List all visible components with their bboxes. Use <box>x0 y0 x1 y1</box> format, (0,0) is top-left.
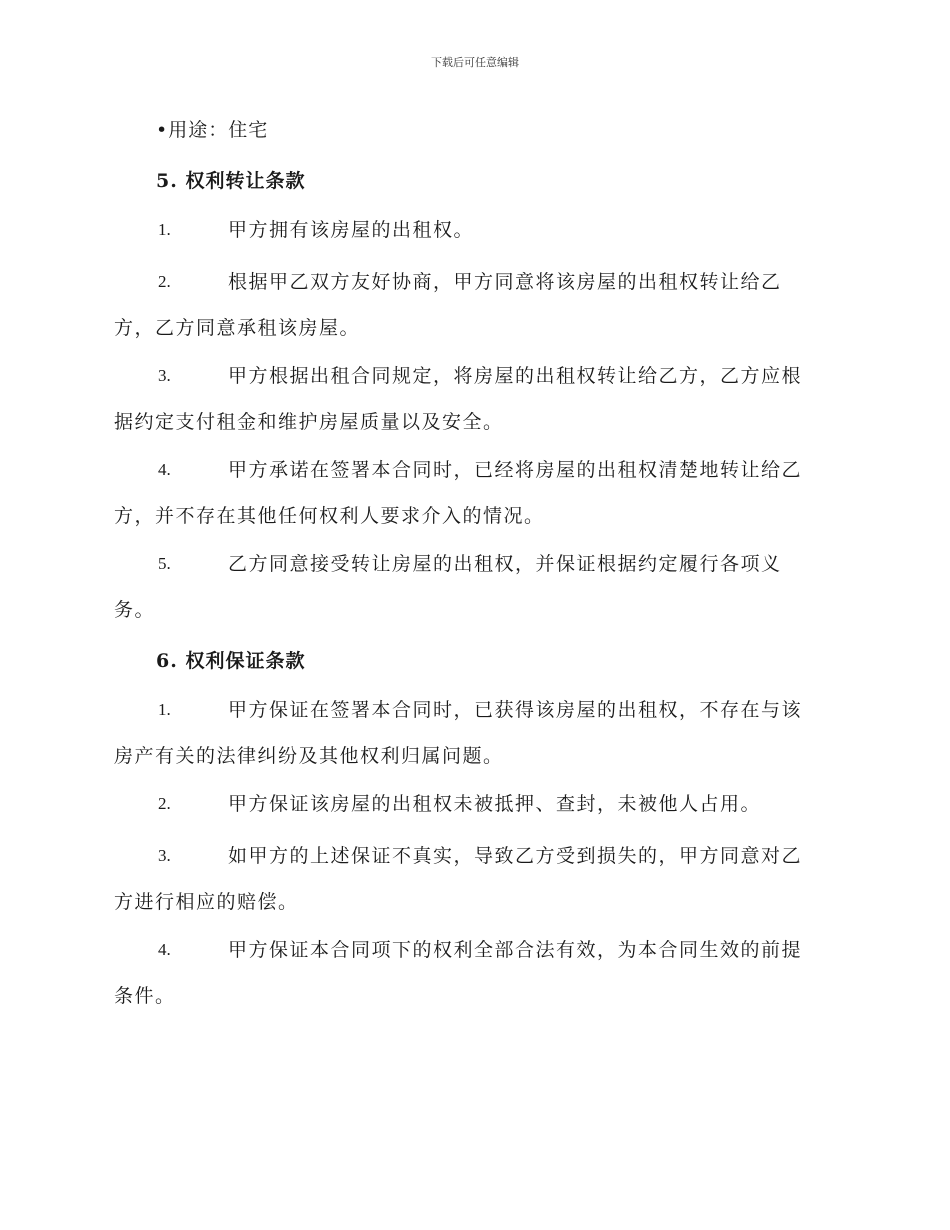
item-line: 方，并不存在其他任何权利人要求介入的情况。 <box>114 505 545 527</box>
item-line: 乙方同意接受转让房屋的出租权，并保证根据约定履行各项义 <box>228 553 782 575</box>
section-5-item-2 <box>114 259 834 351</box>
item-line: 甲方保证在签署本合同时，已获得该房屋的出租权，不存在与该 <box>228 699 803 721</box>
item-line: 甲方保证该房屋的出租权未被抵押、查封，未被他人占用。 <box>228 793 762 815</box>
section-5-title: 5. 权利转让条款 <box>156 170 306 192</box>
section-6-item-3 <box>114 833 834 925</box>
item-number: 3. <box>158 366 171 385</box>
item-line: 甲方根据出租合同规定，将房屋的出租权转让给乙方，乙方应根 <box>228 365 803 387</box>
section-6-item-4 <box>114 927 834 1019</box>
page-header: 下载后可任意编辑 <box>431 56 519 69</box>
item-line: 根据甲乙双方友好协商，甲方同意将该房屋的出租权转让给乙 <box>228 271 782 293</box>
section-5-item-1 <box>114 207 834 253</box>
item-line: 务。 <box>114 599 156 621</box>
item-line: 如甲方的上述保证不真实，导致乙方受到损失的，甲方同意对乙 <box>228 845 803 867</box>
item-number: 1. <box>158 220 171 239</box>
section-5-item-5 <box>114 541 834 633</box>
item-line: 甲方拥有该房屋的出租权。 <box>228 219 475 241</box>
item-number: 2. <box>158 794 171 813</box>
section-6-item-1 <box>114 687 834 779</box>
item-line: 甲方保证本合同项下的权利全部合法有效，为本合同生效的前提 <box>228 939 803 961</box>
section-5-item-4 <box>114 447 834 539</box>
section-6-item-2 <box>114 781 834 827</box>
item-line: 房产有关的法律纠纷及其他权利归属问题。 <box>114 745 504 767</box>
item-number: 3. <box>158 846 171 865</box>
item-line: 据约定支付租金和维护房屋质量以及安全。 <box>114 411 504 433</box>
item-line: 方进行相应的赔偿。 <box>114 891 299 913</box>
item-number: 4. <box>158 460 171 479</box>
section-5-item-3 <box>114 353 834 445</box>
item-line: 甲方承诺在签署本合同时，已经将房屋的出租权清楚地转让给乙 <box>228 459 803 481</box>
section-6-title: 6. 权利保证条款 <box>156 650 306 672</box>
item-number: 5. <box>158 554 171 573</box>
item-number: 1. <box>158 700 171 719</box>
item-number: 4. <box>158 940 171 959</box>
item-line: 方，乙方同意承租该房屋。 <box>114 317 361 339</box>
item-number: 2. <box>158 272 171 291</box>
usage-bullet: •用途：住宅 <box>156 119 269 141</box>
item-line: 条件。 <box>114 985 176 1007</box>
